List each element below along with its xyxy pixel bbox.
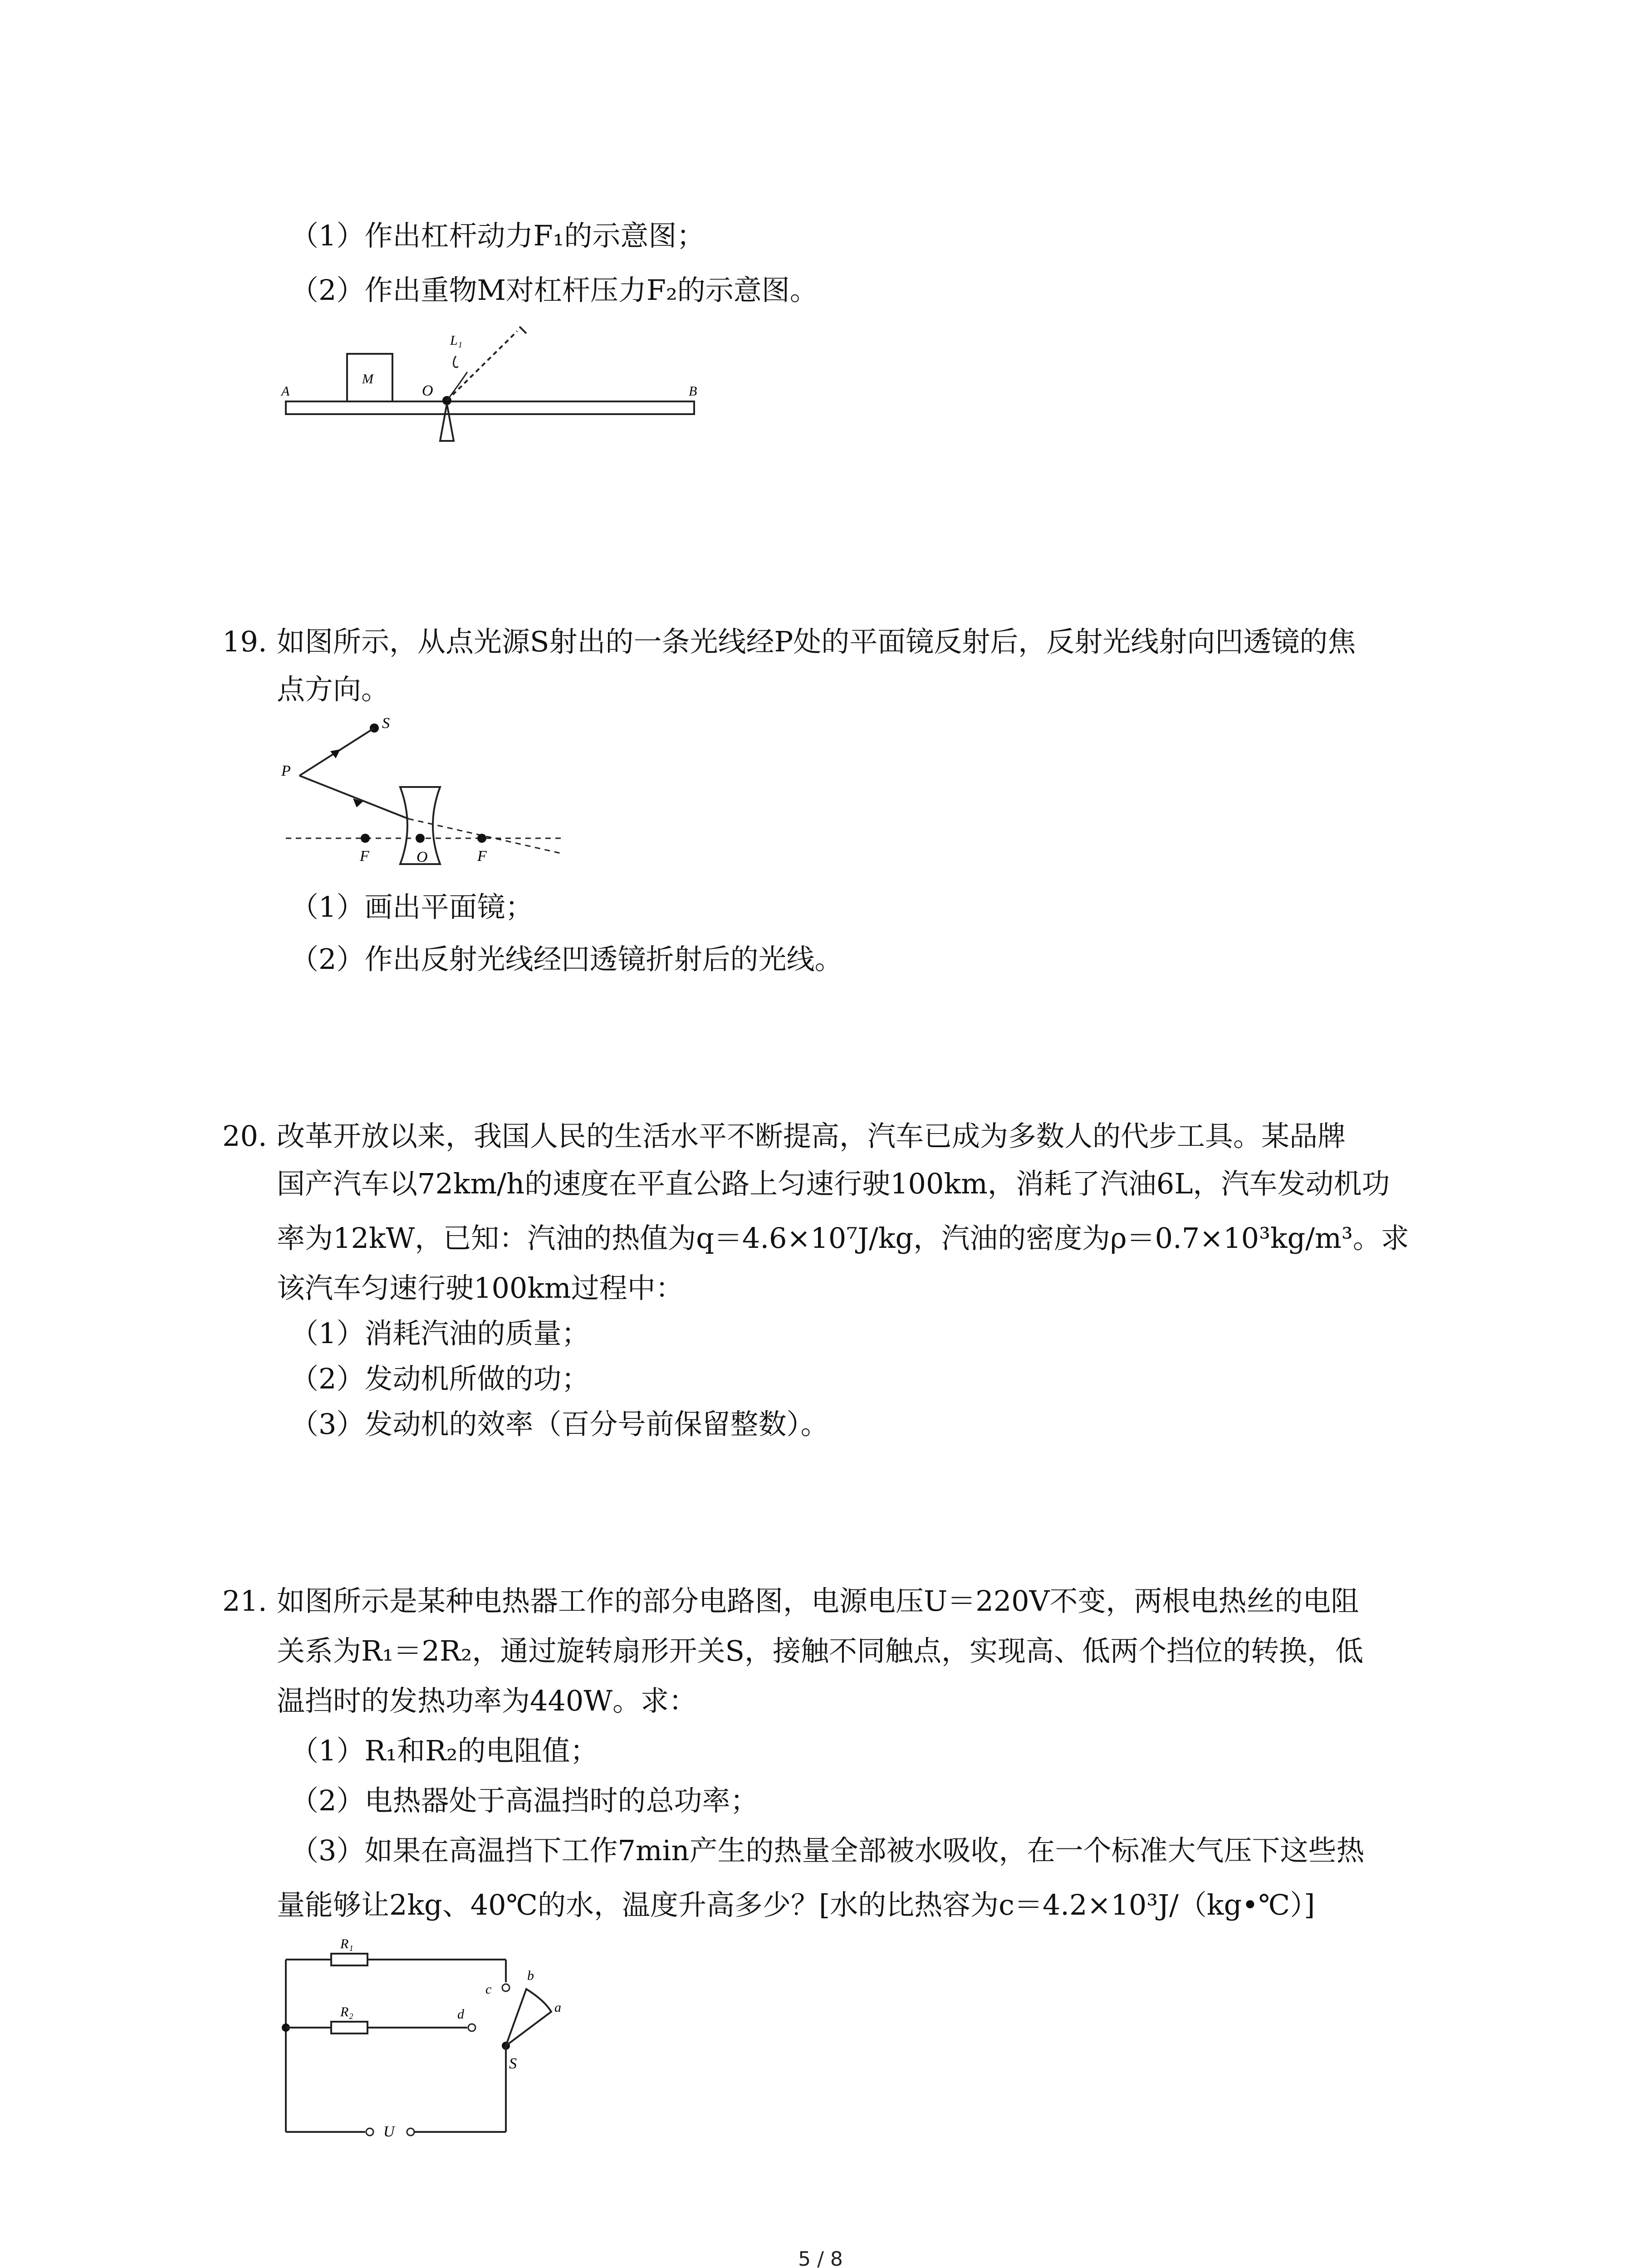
q20-sub3: （3）发动机的效率（百分号前保留整数）。 (290, 1408, 829, 1441)
q20-line1: 改革开放以来，我国人民的生活水平不断提高，汽车已成为多数人的代步工具。某品牌 (277, 1119, 1346, 1153)
fig-label-f-right: F (477, 848, 487, 865)
q20-line2: 国产汽车以72km/h的速度在平直公路上匀速行驶100km，消耗了汽油6L，汽车发动机功 (277, 1167, 1390, 1200)
fig-label-o: O (416, 849, 428, 865)
q20-line3: 率为12kW，已知：汽油的热值为q＝4.6×10⁷J/kg，汽油的密度为ρ＝0.7×10³kg/m³。求 (277, 1222, 1409, 1255)
fig-label-a: a (554, 2000, 561, 2015)
fig-label-d: d (457, 2007, 464, 2022)
fig-label-r2: R₂ (340, 2004, 353, 2019)
q20-sub2: （2）发动机所做的功； (290, 1362, 590, 1395)
q20-line4: 该汽车匀速行驶100km过程中： (277, 1271, 684, 1305)
q21-line3: 温挡时的发热功率为440W。求： (277, 1684, 697, 1717)
fig-label-r1: R₁ (340, 1936, 353, 1951)
q18-sub2: （2）作出重物M对杠杆压力F₂的示意图。 (290, 274, 818, 307)
q20-sub1: （1）消耗汽油的质量； (290, 1317, 590, 1350)
q21-sub1: （1）R₁和R₂的电阻值； (290, 1734, 598, 1767)
q18-sub1: （1）作出杠杆动力F₁的示意图； (290, 219, 705, 252)
fig-label-f-left: F (360, 848, 369, 865)
fig-label-b: B (689, 384, 697, 399)
circuit-diagram (272, 1932, 590, 2146)
fig-label-c: c (485, 1982, 492, 1997)
fig-label-l1: L₁ (450, 333, 463, 348)
q21-line1: 如图所示是某种电热器工作的部分电路图，电源电压U＝220V不变，两根电热丝的电阻 (277, 1584, 1359, 1618)
lens-diagram (272, 708, 617, 871)
fig-label-p: P (281, 763, 291, 779)
q19-line1: 如图所示，从点光源S射出的一条光线经P处的平面镜反射后，反射光线射向凹透镜的焦 (277, 625, 1356, 658)
q19-sub2: （2）作出反射光线经凹透镜折射后的光线。 (290, 943, 843, 976)
q21-number: 21. (222, 1584, 267, 1618)
fig-label-s: S (509, 2055, 517, 2072)
fig-label-a: A (281, 384, 290, 399)
fig-label-b: b (527, 1968, 534, 1983)
fig-label-m: M (362, 371, 373, 386)
q21-sub3: （3）如果在高温挡下工作7min产生的热量全部被水吸收，在一个标准大气压下这些热 (290, 1834, 1365, 1867)
fig-label-s: S (382, 715, 390, 732)
lever-diagram (272, 318, 726, 463)
q21-sub2: （2）电热器处于高温挡时的总功率； (290, 1784, 759, 1817)
q21-line2: 关系为R₁＝2R₂，通过旋转扇形开关S，接触不同触点，实现高、低两个挡位的转换，低 (277, 1634, 1363, 1667)
q19-sub1: （1）画出平面镜； (290, 890, 534, 924)
page-number: 5 / 8 (798, 2248, 843, 2268)
fig-label-o: O (422, 382, 433, 399)
q20-number: 20. (222, 1119, 267, 1153)
q19-number: 19. (222, 625, 267, 658)
fig-label-u: U (383, 2123, 395, 2140)
q19-line2: 点方向。 (277, 673, 390, 706)
q21-sub3b: 量能够让2kg、40℃的水，温度升高多少？[水的比热容为c＝4.2×10³J/（kg•℃）] (277, 1888, 1315, 1921)
